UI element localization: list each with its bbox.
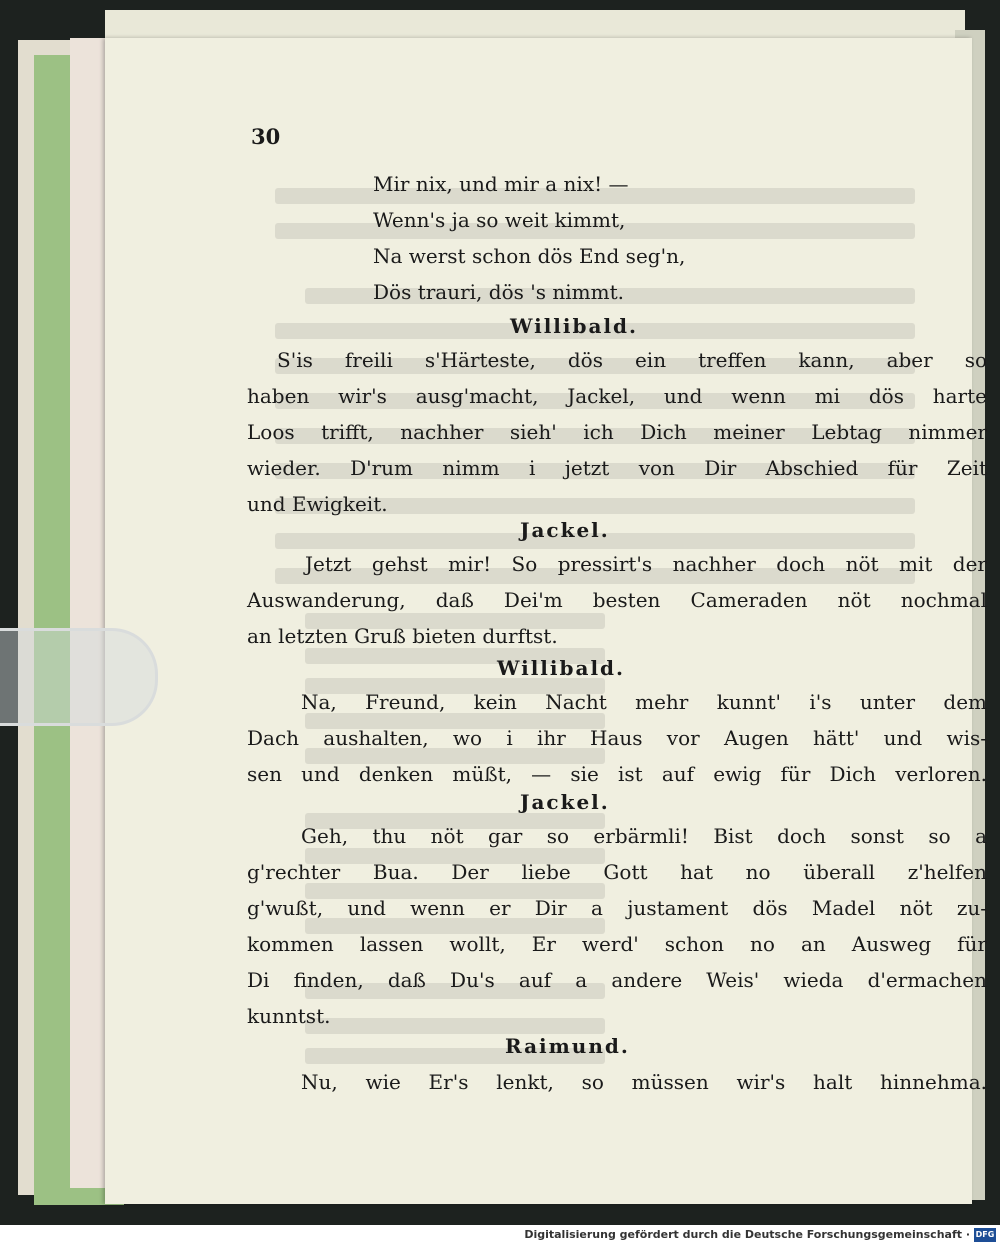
speech-line: Nu, wie Er's lenkt, so müssen wir's halt hinnehma. — [301, 1070, 987, 1094]
verse-line: Na werst schon dös End seg'n, — [373, 244, 686, 268]
speech-line: Jetzt gehst mir! So pressirt's nachher doch nöt mit der — [305, 552, 987, 576]
dfg-credit: Digitalisierung gefördert durch die Deutsche Forschungsgemeinschaft · — [524, 1228, 970, 1241]
dfg-logo: DFG — [974, 1228, 996, 1242]
verse-line: Wenn's ja so weit kimmt, — [373, 208, 626, 232]
speech-line: wieder. D'rum nimm i jetzt von Dir Abschied für Zeit — [247, 456, 987, 480]
speech-line: und Ewigkeit. — [247, 492, 388, 516]
speech-line: Na, Freund, kein Nacht mehr kunnt' i's unter dem — [301, 690, 987, 714]
speech-line: Loos trifft, nachher sieh' ich Dich meiner Lebtag nimmer — [247, 420, 987, 444]
speaker-heading: Jackel. — [520, 518, 610, 542]
speaker-heading: Willibald. — [497, 656, 625, 680]
page-text — [105, 38, 987, 1204]
speech-line: kunntst. — [247, 1004, 331, 1028]
speech-line: sen und denken müßt, — sie ist auf ewig für Dich verloren. — [247, 762, 987, 786]
speech-line: haben wir's ausg'macht, Jackel, und wenn mi dös harte — [247, 384, 987, 408]
speech-line: Geh, thu nöt gar so erbärmli! Bist doch sonst so a — [301, 824, 987, 848]
speaker-heading: Jackel. — [520, 790, 610, 814]
page-number: 30 — [251, 124, 281, 149]
speech-line: Dach aushalten, wo i ihr Haus vor Augen hätt' und wis- — [247, 726, 987, 750]
credit-bar — [0, 1225, 1000, 1246]
speech-line: g'rechter Bua. Der liebe Gott hat no überall z'helfen — [247, 860, 987, 884]
speech-line: Auswanderung, daß Dei'm besten Cameraden nöt nochmal — [247, 588, 987, 612]
speech-line: S'is freili s'Härteste, dös ein treffen kann, aber so — [277, 348, 987, 372]
speech-line: kommen lassen wollt, Er werd' schon no an Ausweg für — [247, 932, 987, 956]
speech-line: an letzten Gruß bieten durftst. — [247, 624, 558, 648]
speech-line: g'wußt, und wenn er Dir a justament dös Madel nöt zu- — [247, 896, 987, 920]
page-clip — [0, 628, 158, 726]
speaker-heading: Willibald. — [510, 314, 638, 338]
verse-line: Mir nix, und mir a nix! — — [373, 172, 629, 196]
speech-line: Di finden, daß Du's auf a andere Weis' wieda d'ermachen — [247, 968, 987, 992]
speaker-heading: Raimund. — [505, 1034, 630, 1058]
book-page — [105, 38, 987, 1204]
verse-line: Dös trauri, dös 's nimmt. — [373, 280, 624, 304]
